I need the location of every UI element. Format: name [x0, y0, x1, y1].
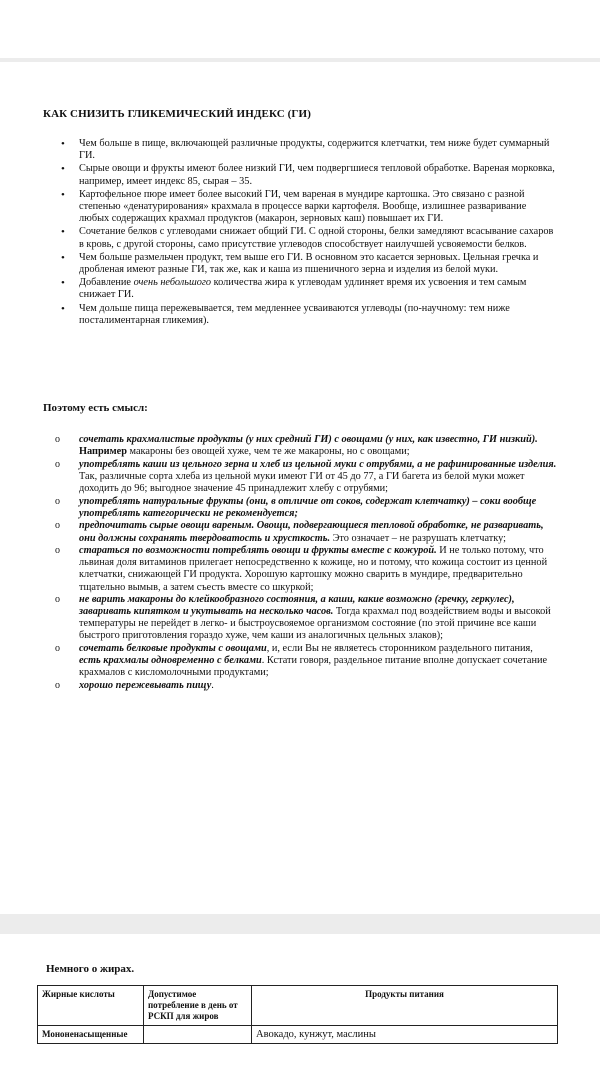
- document-page-2: [0, 934, 600, 1065]
- tip-text-segment: не варить макароны до клейкообразного состояния, а каши, какие возможно (гречку, геркулес), заваривать кипятком и укутывать на несколько часов.: [79, 594, 515, 618]
- tip-text-segment: Тогда крахмал под воздействием воды и высокой температуры не перейдет в легко- и быстроусвояемое организмом состояние (по этой причине все каши быстрого приготовления гораздо хуже, чем каши из аналогичных цельных злаков);: [79, 606, 551, 642]
- tip-text-segment: Например: [79, 446, 127, 458]
- tip-text-segment: есть крахмалы одновременно с белками: [79, 655, 262, 667]
- circle-bullet-icon: o: [55, 643, 60, 655]
- tip-text-segment: предпочитать сырые овощи вареным. Овощи, подвергающиеся тепловой обработке, не разваривать, они должны сохранять твердоватость и хрусткость.: [79, 520, 544, 544]
- list-item: • Сочетание белков с углеводами снижает общий ГИ. С одной стороны, белки замедляют всасывание сахаров в кровь, с другой стороны, само присутствие углеводов способствует наилучшей усвояемости белков.: [55, 226, 555, 250]
- column-header: Продукты питания: [252, 986, 558, 1026]
- tip-item: [55, 459, 557, 495]
- fats-table: [37, 985, 558, 1044]
- tips-list: [55, 434, 557, 693]
- tip-text-segment: сочетать крахмалистые продукты (у них средний ГИ) с овощами (у них, как известно, ГИ низкий).: [79, 434, 538, 445]
- tip-text-segment: хорошо пережевывать пищу: [79, 680, 212, 692]
- gi-section-title: КАК СНИЗИТЬ ГЛИКЕМИЧЕСКИЙ ИНДЕКС (ГИ): [43, 108, 311, 120]
- table-header-row: [38, 986, 558, 1026]
- document-page-1: [0, 62, 600, 914]
- table-cell: Авокадо, кунжут, маслины: [252, 1026, 558, 1044]
- tip-text-segment: употреблять натуральные фрукты (они, в отличие от соков, содержат клетчатку) – соки вообще употреблять категорически не рекомендуется;: [79, 495, 537, 519]
- tip-item: [55, 680, 557, 692]
- tip-text-segment: И не только потому, что львиная доля витаминов прилегает непосредственно к кожице, но и потому, что кожица состоит из ценной клетчатки, снижающей ГИ продукта. Хорошую картошку можно сварить в мундире, предварительно тщательно вымыв, а затем съесть вместе со шкуркой;: [79, 545, 548, 593]
- column-header: Допустимое потребление в день от РСКП для жиров: [144, 986, 252, 1026]
- tip-item: [55, 434, 557, 458]
- tips-subheading: Поэтому есть смысл:: [43, 402, 148, 414]
- tip-text-segment: сочетать белковые продукты с овощами: [79, 643, 267, 655]
- table-cell: Мононенасыщенные: [38, 1026, 144, 1044]
- tip-text-segment: макароны без овощей хуже, чем те же макароны, но с овощами;: [126, 446, 410, 458]
- circle-bullet-icon: o: [55, 545, 60, 557]
- table-row: [38, 1026, 558, 1044]
- tip-item: [55, 496, 557, 520]
- tip-text-segment: .: [211, 680, 214, 692]
- gi-bullet-list: [55, 138, 555, 328]
- list-item: • Чем дольше пища пережевывается, тем медленнее усваиваются углеводы (по-научному: тем ниже постaлиментарная гликемия).: [55, 303, 555, 327]
- tip-text-segment: Это означает – не разрушать клетчатку;: [330, 532, 507, 544]
- list-item: • Картофельное пюре имеет более высокий ГИ, чем вареная в мундире картошка. Это связано с разной степенью «денатурирования» крахмала в процессе варки картофеля. Вообще, излишнее разваривание любых содержащих крахмал продуктов (макарон, зерновых каш) повышает их ГИ.: [55, 189, 555, 226]
- tip-item: [55, 520, 557, 544]
- list-item: • Чем больше размельчен продукт, тем выше его ГИ. В основном это касается зерновых. Цельная гречка и дробленая имеют разные ГИ, так же, как и каша из пшеничного зерна и изделия из белой муки.: [55, 252, 555, 276]
- tip-text-segment: , и, если Вы не являетесь сторонником раздельного питания,: [266, 643, 533, 655]
- circle-bullet-icon: o: [55, 520, 60, 532]
- list-item: • Добавление очень небольшого количества жира к углеводам удлиняет время их усвоения и тем самым снижает ГИ.: [55, 277, 555, 301]
- column-header: Жирные кислоты: [38, 986, 144, 1026]
- tip-item: [55, 545, 557, 593]
- tip-text-segment: Так, различные сорта хлеба из цельной муки имеют ГИ от 45 до 77, а ГИ багета из белой муки может доходить до 96; выгодное значение 45 принадлежит хлебу с отрубями;: [79, 470, 525, 494]
- tip-item: [55, 594, 557, 642]
- tip-text-segment: употреблять каши из цельного зерна и хлеб из цельной муки с отрубями, а не рафинированные изделия.: [79, 458, 557, 470]
- table-cell: [144, 1026, 252, 1044]
- circle-bullet-icon: o: [55, 434, 60, 445]
- tip-text-segment: стараться по возможности потреблять овощи и фрукты вместе с кожурой.: [79, 545, 437, 557]
- page-top-margin: [0, 0, 600, 58]
- circle-bullet-icon: o: [55, 680, 60, 692]
- circle-bullet-icon: o: [55, 594, 60, 606]
- tip-item: [55, 643, 557, 679]
- list-item: • Чем больше в пище, включающей различные продукты, содержится клетчатки, тем ниже будет суммарный ГИ.: [55, 138, 555, 162]
- tip-text-segment: . Кстати говоря, раздельное питание вполне допускает сочетание крахмалов с кисломолочными продуктами;: [79, 655, 548, 679]
- list-item: • Сырые овощи и фрукты имеют более низкий ГИ, чем подвергшиеся тепловой обработке. Вареная морковка, например, имеет индекс 85, сырая – 35.: [55, 163, 555, 187]
- fats-section-title: Немного о жирах.: [46, 963, 135, 975]
- circle-bullet-icon: o: [55, 458, 60, 470]
- circle-bullet-icon: o: [55, 495, 60, 507]
